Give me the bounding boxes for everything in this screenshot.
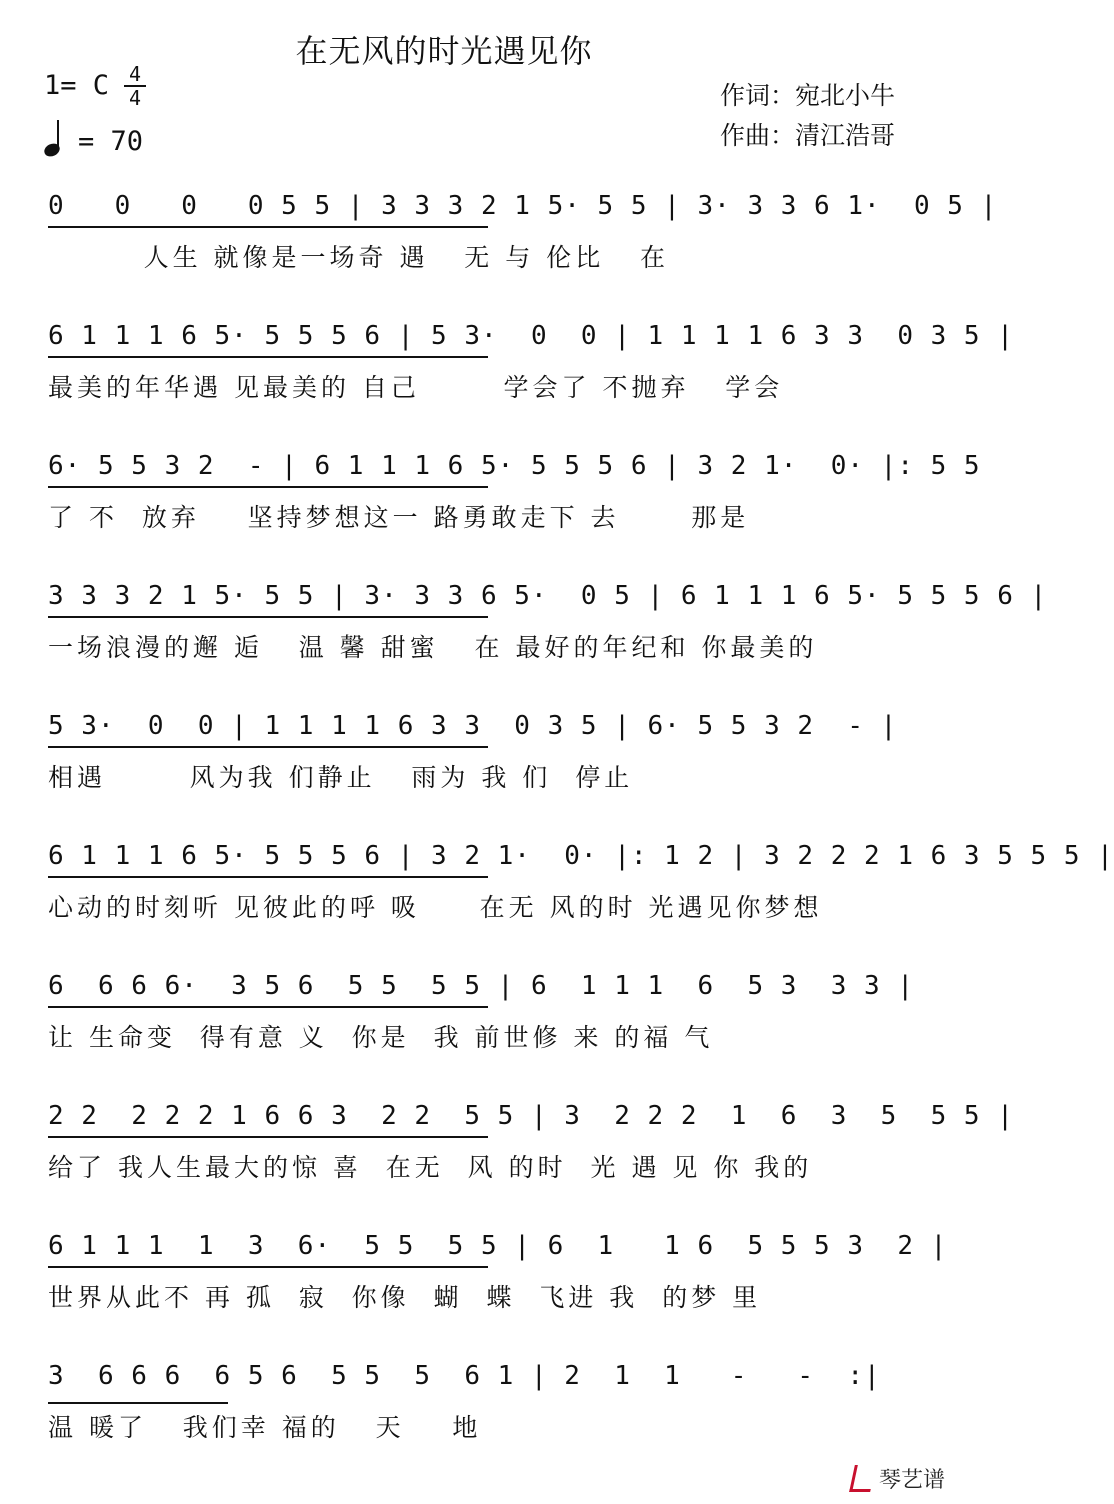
beam-line xyxy=(48,486,488,488)
notation-line: 6· 5 5 3 2 - | 6 1 1 1 6 5· 5 5 5 6 | 3 2 1· 0· |: 5 5 xyxy=(48,451,981,481)
beam-line xyxy=(48,616,488,618)
score-system xyxy=(40,1356,930,1466)
beam-line xyxy=(48,1006,488,1008)
notation-line: 6 1 1 1 1 3 6· 5 5 5 5 | 6 1 1 6 5 5 5 3 2 | xyxy=(48,1231,948,1261)
lyric-line: 让 生命变 得有意 义 你是 我 前世修 来 的福 气 xyxy=(48,1023,714,1052)
meter-bottom: 4 xyxy=(128,86,142,110)
notation-line: 6 1 1 1 6 5· 5 5 5 6 | 3 2 1· 0· |: 1 2 | 3 2 2 2 1 6 3 5 5 5 | xyxy=(48,841,1114,871)
time-signature xyxy=(124,64,146,108)
beam-line xyxy=(48,1402,228,1404)
score-system xyxy=(40,576,1048,686)
beam-line xyxy=(48,746,488,748)
notation-line: 3 6 6 6 6 5 6 5 5 5 6 1 | 2 1 1 - - :| xyxy=(48,1361,881,1391)
watermark-text: 琴艺谱 xyxy=(878,1468,945,1493)
notation-line: 2 2 2 2 2 1 6 6 3 2 2 5 5 | 3 2 2 2 1 6 3 5 5 5 | xyxy=(48,1101,1014,1131)
notation-line: 6 1 1 1 6 5· 5 5 5 6 | 5 3· 0 0 | 1 1 1 1 6 3 3 0 3 5 | xyxy=(48,321,1014,351)
lyric-line: 一场浪漫的邂 逅 温 馨 甜蜜 在 最好的年纪和 你最美的 xyxy=(48,633,818,662)
lyric-line: 了 不 放弃 坚持梦想这一 路勇敢走下 去 那是 xyxy=(48,503,750,532)
lyric-line: 人生 就像是一场奇 遇 无 与 伦比 在 xyxy=(48,243,670,272)
score-system xyxy=(40,1226,948,1336)
lyric-line: 给了 我人生最大的惊 喜 在无 风 的时 光 遇 见 你 我的 xyxy=(48,1153,813,1182)
beam-line xyxy=(48,356,488,358)
beam-line xyxy=(48,1136,488,1138)
score-system xyxy=(40,1096,1014,1206)
score-system xyxy=(40,706,930,816)
quarter-note-stem xyxy=(57,120,59,148)
meter-top: 4 xyxy=(128,62,142,86)
notation-line: 0 0 0 0 5 5 | 3 3 3 2 1 5· 5 5 | 3· 3 3 6 1· 0 5 | xyxy=(48,191,998,221)
lyric-line: 相遇 风为我 们静止 雨为 我 们 停止 xyxy=(48,763,634,792)
lyric-line: 心动的时刻听 见彼此的呼 吸 在无 风的时 光遇见你梦想 xyxy=(48,893,823,922)
lyric-line: 最美的年华遇 见最美的 自己 学会了 不抛弃 学会 xyxy=(48,373,784,402)
notation-line: 6 6 6 6· 3 5 6 5 5 5 5 | 6 1 1 1 6 5 3 3 3 | xyxy=(48,971,914,1001)
beam-line xyxy=(48,876,488,878)
score-system xyxy=(40,186,998,296)
score-system xyxy=(40,446,981,556)
score-system xyxy=(40,836,1114,946)
composer-credit: 作曲：清江浩哥 xyxy=(720,121,896,150)
score-system xyxy=(40,966,930,1076)
lyric-line: 温 暖了 我们幸 福的 天 地 xyxy=(48,1413,482,1442)
lyric-line: 世界从此不 再 孤 寂 你像 蝴 蝶 飞进 我 的梦 里 xyxy=(48,1283,762,1312)
key-signature: 1= C xyxy=(44,70,110,101)
beam-line xyxy=(48,1266,488,1268)
qinyipu-logo-icon xyxy=(849,1465,876,1492)
beam-line xyxy=(48,226,488,228)
notation-line: 5 3· 0 0 | 1 1 1 1 6 3 3 0 3 5 | 6· 5 5 3 2 - | xyxy=(48,711,898,741)
tempo-value: = 70 xyxy=(78,126,144,157)
score-system xyxy=(40,316,1014,426)
site-watermark xyxy=(852,1463,945,1494)
lyricist-credit: 作词：宛北小牛 xyxy=(720,81,896,110)
song-title: 在无风的时光遇见你 xyxy=(295,32,593,70)
notation-line: 3 3 3 2 1 5· 5 5 | 3· 3 3 6 5· 0 5 | 6 1 1 1 6 5· 5 5 5 6 | xyxy=(48,581,1048,611)
